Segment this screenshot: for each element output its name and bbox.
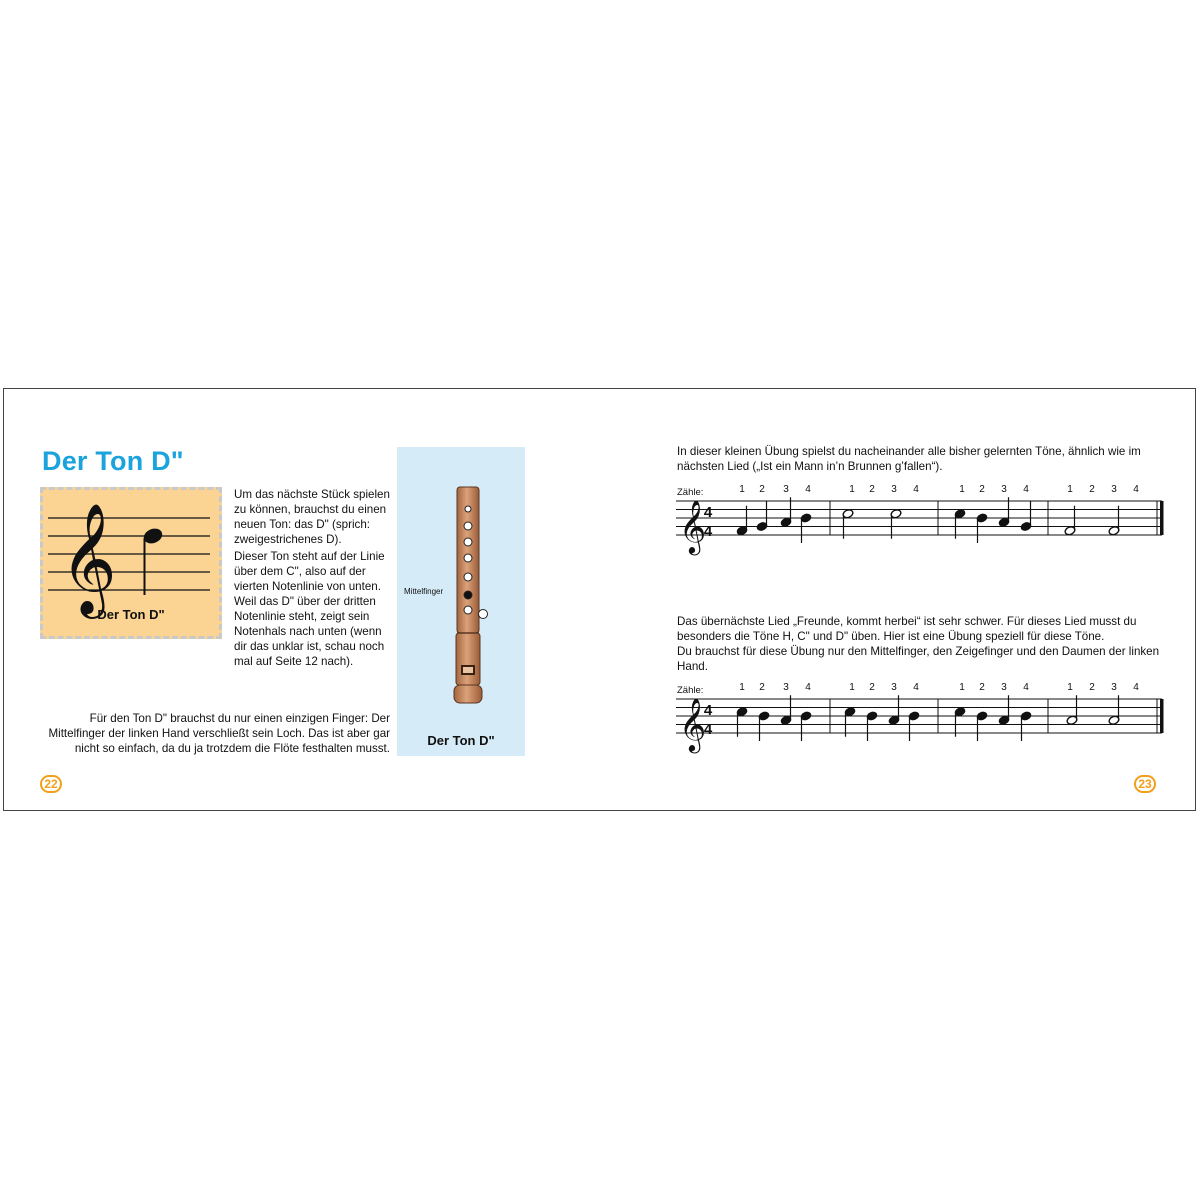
staff-exercise-2 bbox=[4, 389, 1197, 812]
quarter-note bbox=[954, 707, 966, 737]
flute-label: Der Ton D" bbox=[427, 733, 495, 748]
count-label: Zähle: bbox=[677, 685, 704, 696]
count-number: 1 bbox=[739, 484, 745, 495]
count-number: 3 bbox=[783, 484, 789, 495]
finger-label: Mittelfinger bbox=[404, 587, 444, 596]
count-number: 3 bbox=[1001, 682, 1007, 693]
quarter-note bbox=[888, 695, 900, 725]
page-number-right: 23 bbox=[1134, 775, 1156, 793]
count-number: 4 bbox=[913, 484, 919, 495]
count-number: 3 bbox=[783, 682, 789, 693]
count-number: 1 bbox=[849, 484, 855, 495]
quarter-note bbox=[844, 707, 856, 737]
count-number: 1 bbox=[959, 484, 965, 495]
count-number: 2 bbox=[979, 682, 985, 693]
treble-clef-icon: 𝄞 bbox=[679, 697, 707, 751]
half-note bbox=[1108, 695, 1120, 725]
quarter-note bbox=[976, 711, 988, 741]
paragraph-intro: Um das nächste Stück spielen zu können, brauchst du einen neuen Ton: das D" (sprich: zweigestrichenes D). bbox=[234, 488, 390, 546]
count-number: 3 bbox=[891, 682, 897, 693]
quarter-note bbox=[780, 695, 792, 725]
count-number: 2 bbox=[1089, 682, 1095, 693]
time-signature-bottom: 4 bbox=[703, 523, 713, 540]
count-label: Zähle: bbox=[677, 487, 704, 498]
quarter-note bbox=[736, 707, 748, 737]
count-number: 4 bbox=[1133, 682, 1139, 693]
count-number: 4 bbox=[1023, 682, 1029, 693]
count-number: 1 bbox=[849, 682, 855, 693]
count-number: 3 bbox=[891, 484, 897, 495]
count-number: 4 bbox=[1023, 484, 1029, 495]
treble-clef-icon: 𝄞 bbox=[60, 502, 117, 614]
exercise-instruction: Du brauchst für diese Übung nur den Mittelfinger, den Zeigefinger und den Daumen der linken Hand. bbox=[677, 645, 1160, 673]
count-number: 1 bbox=[739, 682, 745, 693]
quarter-note bbox=[1020, 711, 1032, 741]
quarter-note bbox=[758, 711, 770, 741]
treble-clef-icon: 𝄞 bbox=[679, 499, 707, 553]
quarter-note bbox=[908, 711, 920, 741]
count-number: 2 bbox=[869, 682, 875, 693]
exercise-description: Das übernächste Lied „Freunde, kommt herbei“ ist sehr schwer. Für dieses Lied musst du besonders die Töne H, C" und D" üben. Hier ist eine Übung speziell für diese Töne. bbox=[677, 615, 1137, 643]
paragraph-position: Dieser Ton steht auf der Linie über dem C", also auf der vierten Notenlinie von unten. Weil das D" über der dritten Notenlinie steht, zeigt sein Notenhals nach unten (wenn dir das unklar ist, schau noch mal auf Seite 12 nach). bbox=[234, 550, 385, 668]
count-number: 3 bbox=[1001, 484, 1007, 495]
count-number: 2 bbox=[1089, 484, 1095, 495]
time-signature-top: 4 bbox=[703, 702, 713, 719]
exercise-intro: In dieser kleinen Übung spielst du nacheinander alle bisher gelernten Töne, ähnlich wie im nächsten Lied („Ist ein Mann in’n Brunnen g’fallen“). bbox=[677, 445, 1141, 473]
page-title: Der Ton D" bbox=[42, 446, 184, 476]
quarter-note bbox=[866, 711, 878, 741]
page-number-left: 22 bbox=[40, 775, 62, 793]
count-number: 1 bbox=[1067, 484, 1073, 495]
count-number: 2 bbox=[979, 484, 985, 495]
count-number: 2 bbox=[759, 682, 765, 693]
count-number: 4 bbox=[805, 682, 811, 693]
count-number: 3 bbox=[1111, 682, 1117, 693]
count-number: 1 bbox=[959, 682, 965, 693]
count-number: 2 bbox=[759, 484, 765, 495]
count-number: 1 bbox=[1067, 682, 1073, 693]
count-number: 2 bbox=[869, 484, 875, 495]
quarter-note bbox=[800, 711, 812, 741]
book-spread bbox=[3, 388, 1196, 811]
final-bar-thick bbox=[1160, 699, 1164, 733]
count-number: 4 bbox=[805, 484, 811, 495]
note-box-label: Der Ton D" bbox=[97, 607, 165, 622]
half-note bbox=[1066, 695, 1078, 725]
quarter-note bbox=[998, 695, 1010, 725]
count-number: 4 bbox=[913, 682, 919, 693]
count-number: 3 bbox=[1111, 484, 1117, 495]
paragraph-finger: Für den Ton D" brauchst du nur einen einzigen Finger: Der Mittelfinger der linken Hand verschließt sein Loch. Das ist aber gar nicht so einfach, da du ja trotzdem die Flöte festhalten musst. bbox=[48, 712, 390, 755]
time-signature-bottom: 4 bbox=[703, 721, 713, 738]
time-signature-top: 4 bbox=[703, 504, 713, 521]
count-number: 4 bbox=[1133, 484, 1139, 495]
